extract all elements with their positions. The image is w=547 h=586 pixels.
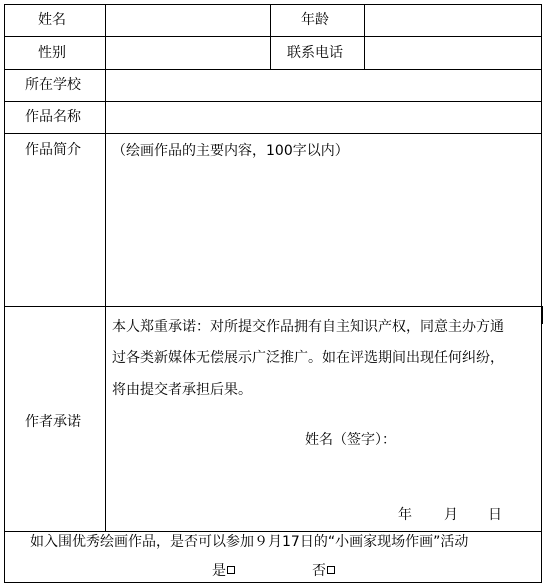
yes-option[interactable] (212, 561, 235, 581)
name-label: 姓名 (38, 12, 66, 28)
school-field[interactable] (106, 70, 541, 101)
date-month-label: 月 (444, 507, 458, 523)
signature-field[interactable] (405, 428, 535, 452)
column-divider (270, 4, 271, 70)
school-label: 所在学校 (25, 77, 81, 93)
phone-label: 联系电话 (287, 45, 343, 61)
table-border-left (4, 4, 5, 583)
no-checkbox[interactable] (327, 566, 335, 574)
signature-label: 姓名（签字）： (305, 432, 396, 448)
table-border-bottom (4, 582, 542, 583)
date-day-label: 日 (488, 507, 502, 523)
name-field[interactable] (106, 5, 270, 36)
text-cursor (541, 306, 543, 324)
table-border-right (541, 4, 542, 583)
gender-label: 性别 (38, 45, 66, 61)
age-field[interactable] (365, 5, 541, 36)
phone-field[interactable] (365, 37, 541, 69)
intro-label: 作品简介 (25, 142, 81, 158)
pledge-text-line-3: 将由提交者承担后果。 (112, 382, 252, 398)
pledge-text-line-1: 本人郑重承诺：对所提交作品拥有自主知识产权，同意主办方通 (112, 319, 504, 335)
no-option[interactable] (312, 561, 335, 581)
age-label: 年龄 (301, 12, 329, 28)
work-title-field[interactable] (106, 102, 541, 133)
intro-hint: （绘画作品的主要内容，100字以内） (112, 143, 349, 159)
date-year-label: 年 (398, 507, 412, 523)
no-label: 否 (312, 563, 326, 579)
yes-label: 是 (212, 563, 226, 579)
pledge-text-line-2: 过各类新媒体无偿展示广泛推广。如在评选期间出现任何纠纷， (112, 350, 504, 366)
participation-question: 如入围优秀绘画作品，是否可以参加９月17日的“小画家现场作画”活动 (30, 534, 469, 550)
pledge-label: 作者承诺 (25, 414, 81, 430)
yes-checkbox[interactable] (227, 566, 235, 574)
gender-field[interactable] (106, 37, 270, 69)
work-title-label: 作品名称 (25, 109, 81, 125)
row-divider (4, 306, 542, 307)
